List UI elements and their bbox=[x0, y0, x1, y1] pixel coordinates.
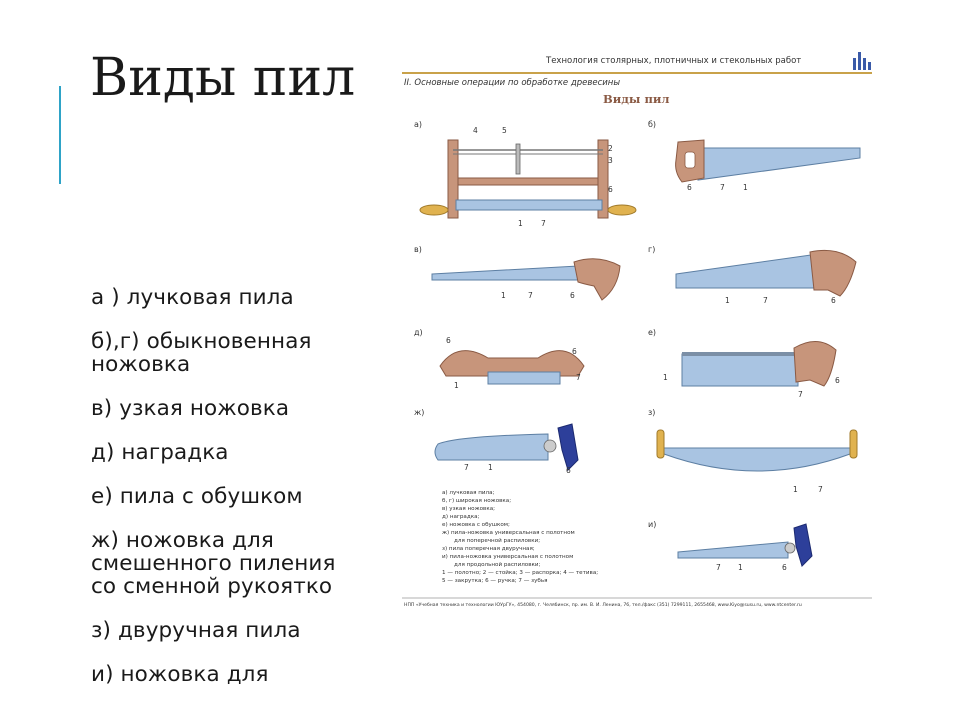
legend-line: в) узкая ножовка; bbox=[442, 506, 496, 512]
callout-label: 1 bbox=[725, 296, 730, 305]
callout-label: 6 bbox=[835, 376, 840, 385]
legend-line: 5 — закрутка; 6 — ручка; 7 — зубья bbox=[442, 578, 548, 584]
figure-header: Технология столярных, плотничных и стекольных работ bbox=[546, 56, 802, 66]
back-saw-illustration bbox=[682, 341, 836, 386]
list-item: в) узкая ножовка bbox=[91, 396, 290, 421]
panel-label: е) bbox=[648, 328, 657, 337]
saw-types-figure bbox=[398, 40, 876, 615]
legend-line: б, г) широкая ножовка; bbox=[442, 498, 512, 504]
callout-label: 6 bbox=[566, 466, 571, 475]
panel-label: г) bbox=[648, 245, 656, 254]
list-item: и) ножовка для bbox=[91, 662, 269, 687]
legend-line: и) пила-ножовка универсальная с полотном bbox=[442, 554, 574, 560]
university-logo bbox=[853, 52, 871, 70]
figure-legend bbox=[442, 490, 598, 584]
panel-label: б) bbox=[648, 120, 657, 129]
callout-label: 7 bbox=[720, 183, 725, 192]
universal-handsaw-illustration bbox=[435, 424, 578, 470]
legend-line: для поперечной распиловки; bbox=[454, 538, 541, 544]
list-item: е) пила с обушком bbox=[91, 484, 303, 509]
list-item: ж) ножовка для смешенного пиления со сменной рукоятко bbox=[91, 528, 336, 599]
figure-title: Виды пил bbox=[603, 92, 670, 106]
callout-label: 1 bbox=[738, 563, 743, 572]
wide-handsaw-illustration bbox=[676, 140, 860, 182]
callout-label: 7 bbox=[798, 390, 803, 399]
callout-label: 7 bbox=[528, 291, 533, 300]
figure-section: II. Основные операции по обработке древесины bbox=[404, 78, 621, 88]
list-item: а ) лучковая пила bbox=[91, 286, 294, 310]
callout-label: 6 bbox=[572, 347, 577, 356]
callout-label: 6 bbox=[782, 563, 787, 572]
legend-line: ж) пила-ножовка универсальная с полотном bbox=[442, 530, 575, 536]
panel-label: д) bbox=[414, 328, 423, 337]
figure-footer: НПП «Учебная техника и технологии ЮУрГУ», 454080, г. Челябинск, пр. им. В. И. Ленина, 76, тел./факс (351) 7299111, 2655468, www.Kiyo@susu.ru, www.ntcenter.ru bbox=[404, 603, 802, 608]
figure-svg bbox=[398, 40, 876, 615]
callout-label: 4 bbox=[473, 126, 478, 135]
panel-label: в) bbox=[414, 245, 422, 254]
callout-label: 1 bbox=[743, 183, 748, 192]
callout-label: 1 bbox=[793, 485, 798, 494]
callout-label: 7 bbox=[464, 463, 469, 472]
legend-line: для продольной распиловки; bbox=[454, 562, 541, 568]
callout-label: 7 bbox=[818, 485, 823, 494]
nagradka-illustration bbox=[440, 351, 584, 384]
panel-label: а) bbox=[414, 120, 423, 129]
slide-title: Виды пил bbox=[90, 48, 356, 108]
panel-label: ж) bbox=[414, 408, 425, 417]
callout-label: 1 bbox=[488, 463, 493, 472]
legend-line: д) наградка; bbox=[442, 514, 480, 520]
legend-line: з) пила поперечная двуручная; bbox=[442, 546, 535, 552]
callout-label: 6 bbox=[608, 185, 613, 194]
saw-types-list bbox=[91, 286, 396, 720]
callout-label: 7 bbox=[541, 219, 546, 228]
callout-label: 2 bbox=[608, 144, 613, 153]
panel-label: и) bbox=[648, 520, 657, 529]
legend-line: е) ножовка с обушком; bbox=[442, 522, 510, 528]
callout-label: 5 bbox=[502, 126, 507, 135]
legend-line: 1 — полотно; 2 — стойка; 3 — распорка; 4 — тетива; bbox=[442, 570, 599, 576]
list-item: б),г) обыкновенная ножовка bbox=[91, 329, 312, 377]
callout-label: 1 bbox=[501, 291, 506, 300]
narrow-handsaw-illustration bbox=[432, 259, 620, 300]
callout-label: 1 bbox=[663, 373, 668, 382]
callout-label: 1 bbox=[454, 381, 459, 390]
two-handed-saw-illustration bbox=[657, 430, 857, 471]
rip-handsaw-illustration bbox=[678, 524, 812, 566]
callout-label: 1 bbox=[518, 219, 523, 228]
callout-label: 7 bbox=[576, 373, 581, 382]
list-item: д) наградка bbox=[91, 440, 229, 465]
panel-label: з) bbox=[648, 408, 656, 417]
callout-label: 6 bbox=[446, 336, 451, 345]
legend-line: а) лучковая пила; bbox=[442, 490, 495, 496]
bow-saw-illustration bbox=[420, 140, 636, 218]
callout-label: 6 bbox=[831, 296, 836, 305]
accent-bar bbox=[59, 86, 61, 184]
callout-label: 6 bbox=[687, 183, 692, 192]
callout-label: 7 bbox=[716, 563, 721, 572]
callout-label: 7 bbox=[763, 296, 768, 305]
wide-handsaw-2-illustration bbox=[676, 250, 856, 296]
list-item: з) двуручная пила bbox=[91, 618, 301, 643]
callout-label: 3 bbox=[608, 156, 613, 165]
callout-label: 6 bbox=[570, 291, 575, 300]
